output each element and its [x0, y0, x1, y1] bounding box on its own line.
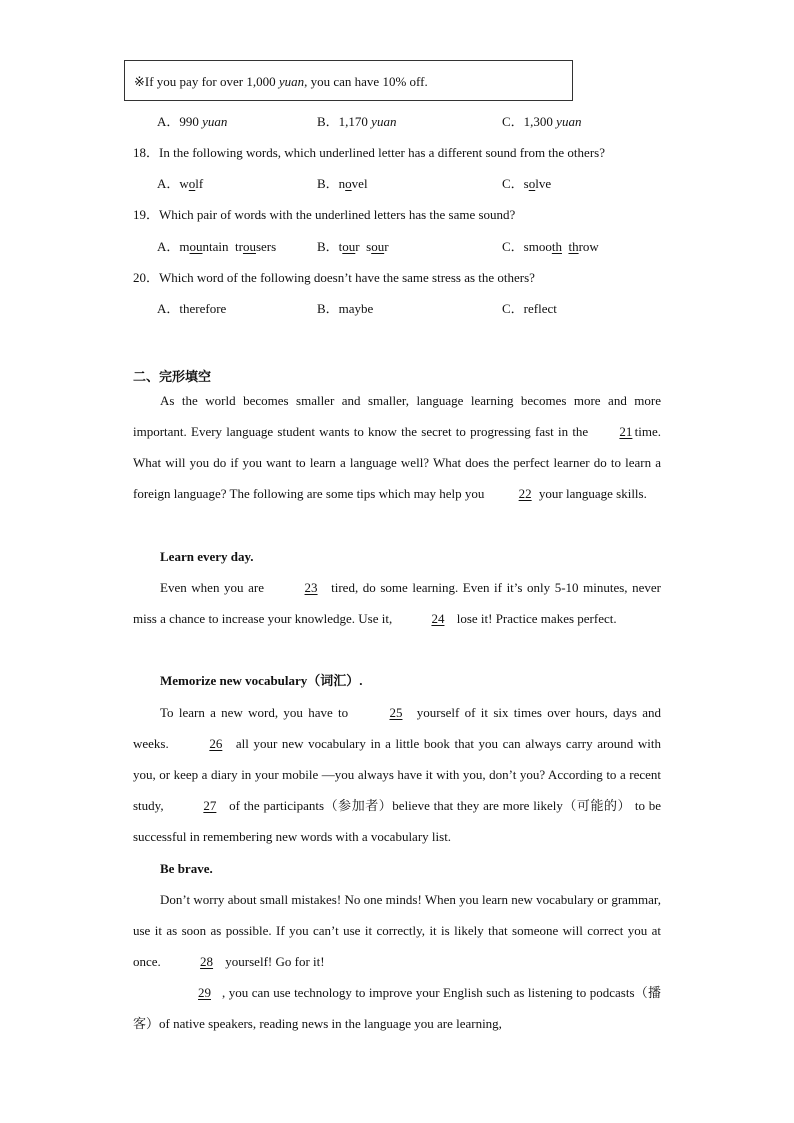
text-run: To learn a new word, you have to: [160, 705, 354, 720]
q20-option-c[interactable]: C．reflect: [502, 301, 557, 316]
q17-option-b-unit: yuan: [371, 114, 397, 129]
q17-option-b[interactable]: [317, 111, 396, 130]
q19-b-part: r: [384, 239, 389, 254]
q17-option-a-label: A．: [157, 114, 180, 129]
text-run: time. What will you do if you want to learn a language well? What does the perfect learner do to learn a foreign language? The following are some tips which may help you: [133, 424, 661, 501]
q19-b-underlined: ou: [371, 239, 385, 254]
text-run: lose it! Practice makes perfect.: [453, 611, 617, 626]
q17-option-c[interactable]: [502, 111, 581, 130]
text-run: all your new vocabulary in a little book that you can always carry around with you, or keep a diary in your mobile —you always have it with you, don’t you? According to a recent study,: [133, 736, 661, 813]
q19-a-underlined: ou: [242, 239, 256, 254]
tip-heading-memorize-vocabulary: Memorize new vocabulary（词汇）.: [160, 673, 363, 688]
q18-b-part: vel: [351, 176, 368, 191]
cloze-paragraph-1: [133, 385, 661, 509]
q19-c-part: C．smoo: [502, 239, 552, 254]
text-run: tired, do some learning. Even if it’s only 5-10 minutes, never miss a chance to increase your knowledge. Use it,: [133, 580, 661, 626]
text-run: As the world becomes smaller and smaller, language learning becomes more and more important. Every language student wants to know the secret to progressing fast in the: [133, 393, 661, 439]
cloze-paragraph-5: [133, 977, 661, 1039]
cloze-paragraph-2: [133, 572, 661, 634]
q20-option-a[interactable]: A．therefore: [157, 301, 227, 316]
q20-option-b[interactable]: B．maybe: [317, 301, 374, 316]
discount-notice-box: [124, 60, 573, 101]
q17-option-a-value: 990: [179, 114, 203, 129]
blank-27[interactable]: 27: [203, 798, 217, 813]
q18-option-a[interactable]: [157, 173, 203, 192]
tip-heading-learn-every-day: Learn every day.: [160, 549, 254, 564]
cloze-paragraph-4: [133, 884, 661, 977]
blank-24[interactable]: 24: [431, 611, 445, 626]
q17-option-b-value: 1,170: [338, 114, 372, 129]
text-run: yourself! Go for it!: [222, 954, 325, 969]
q18-stem: 18．In the following words, which underlined letter has a different sound from the others?: [133, 145, 605, 160]
q19-c-part: row: [578, 239, 599, 254]
q17-option-a[interactable]: [157, 111, 227, 130]
blank-21[interactable]: 21: [619, 424, 633, 439]
blank-23[interactable]: 23: [304, 580, 318, 595]
q19-stem: 19．Which pair of words with the underlined letters has the same sound?: [133, 207, 516, 222]
q18-b-part: B．n: [317, 176, 346, 191]
cloze-paragraph-3: [133, 697, 661, 852]
notice-text-yuan: yuan: [278, 74, 305, 89]
text-run: , you can use technology to improve your English such as listening to podcasts（播客）of native speakers, reading news in the language you are learning,: [133, 985, 661, 1031]
blank-28[interactable]: 28: [200, 954, 214, 969]
blank-25[interactable]: 25: [389, 705, 403, 720]
notice-text-pre: ※If you pay for over 1,000: [134, 74, 279, 89]
q19-a-underlined: ou: [189, 239, 203, 254]
q18-b-underlined: o: [345, 176, 352, 191]
q17-option-c-unit: yuan: [556, 114, 582, 129]
notice-text-post: , you can have 10% off.: [304, 74, 428, 89]
q18-c-underlined: o: [528, 176, 536, 191]
blank-26[interactable]: 26: [209, 736, 223, 751]
q19-c-underlined: th: [568, 239, 579, 254]
q18-option-b[interactable]: [317, 173, 368, 192]
q19-option-a[interactable]: [157, 236, 276, 255]
q20-stem: 20．Which word of the following doesn’t have the same stress as the others?: [133, 270, 535, 285]
q17-option-c-value: 1,300: [523, 114, 557, 129]
text-run: yourself of it six times over hours, days and weeks.: [133, 705, 661, 751]
q17-option-b-label: B．: [317, 114, 339, 129]
q19-c-underlined: th: [551, 239, 562, 254]
q19-b-underlined: ou: [342, 239, 356, 254]
q19-option-b[interactable]: [317, 236, 389, 255]
q17-option-a-unit: yuan: [202, 114, 228, 129]
q19-option-c[interactable]: [502, 236, 599, 255]
q19-a-part: A．m: [157, 239, 190, 254]
text-run: of the participants（参加者）believe that they are more likely（可能的） to be successful in remembering new words with a vocabulary list.: [133, 798, 662, 844]
tip-heading-be-brave: Be brave.: [160, 861, 213, 876]
q18-c-part: lve: [535, 176, 552, 191]
q18-a-part: A．w: [157, 176, 189, 191]
text-run: Don’t worry about small mistakes! No one minds! When you learn new vocabulary or grammar, use it as soon as possible. If you can’t use it correctly, it is likely that someone will correct you at once.: [133, 892, 661, 969]
text-run: Even when you are: [160, 580, 269, 595]
q19-b-part: r s: [355, 239, 372, 254]
q18-c-part: C．s: [502, 176, 529, 191]
section-cloze-title: 二、完形填空: [133, 370, 212, 385]
blank-22[interactable]: 22: [518, 486, 532, 501]
q18-a-underlined: o: [188, 176, 196, 191]
blank-29[interactable]: 29: [198, 985, 211, 1000]
q19-b-part: B．t: [317, 239, 343, 254]
q19-a-part: sers: [255, 239, 277, 254]
q18-a-part: lf: [195, 176, 204, 191]
text-run: your language skills.: [535, 486, 647, 501]
q18-option-c[interactable]: [502, 173, 551, 192]
q17-option-c-label: C．: [502, 114, 524, 129]
q19-a-part: ntain tr: [202, 239, 243, 254]
